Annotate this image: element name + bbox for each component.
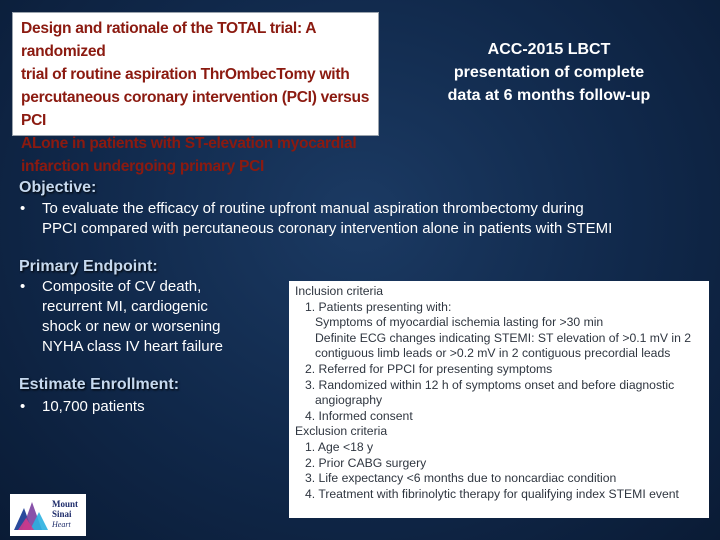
exclusion-item: 4. Treatment with fibrinolytic therapy for qualifying index STEMI event [305,486,679,501]
objective-heading: Objective: [19,179,97,196]
logo-word: Mount [52,499,79,509]
enrollment-bullet [20,397,280,419]
objective-line: PPCI compared with percutaneous coronary intervention alone in patients with STEMI [42,220,613,237]
presentation-note [420,38,678,107]
inclusion-item: 4. Informed consent [305,408,413,423]
mount-sinai-logo [10,494,86,536]
presentation-line: presentation of complete [453,64,645,81]
exclusion-item: 3. Life expectancy <6 months due to noncardiac condition [305,471,617,486]
bullet-dot: • [20,398,26,415]
trial-title-line: percutaneous coronary intervention (PCI) versus PCI [21,89,370,129]
bullet-dot: • [20,200,26,217]
inclusion-item: Definite ECG changes indicating STEMI: ST elevation of >0.1 mV in 2 [315,330,692,345]
presentation-line: ACC-2015 LBCT [487,41,611,58]
inclusion-item: contiguous limb leads or >0.2 mV in 2 contiguous precordial leads [315,346,671,361]
bullet-dot: • [20,278,26,295]
inclusion-item: 2. Referred for PPCI for presenting symptoms [305,361,553,376]
enrollment-heading: Estimate Enrollment: [19,376,180,393]
endpoint-line: NYHA class IV heart failure [42,338,223,355]
exclusion-criteria-title: Exclusion criteria [295,424,388,439]
objective-bullet [20,199,710,241]
mountain-logo-icon [12,498,50,532]
endpoint-heading: Primary Endpoint: [19,258,158,275]
criteria-panel [289,281,709,518]
logo-word: Sinai [52,509,72,519]
endpoint-line: shock or new or worsening [42,318,221,335]
inclusion-item: Symptoms of myocardial ischemia lasting for >30 min [315,315,604,330]
enrollment-value: 10,700 patients [42,398,145,415]
exclusion-item: 2. Prior CABG surgery [305,455,427,470]
endpoint-line: Composite of CV death, [42,278,202,295]
exclusion-item: 1. Age <18 y [305,439,374,454]
trial-title-line: Design and rationale of the TOTAL trial: A randomized [21,20,316,60]
endpoint-line: recurrent MI, cardiogenic [42,298,208,315]
inclusion-item: 3. Randomized within 12 h of symptoms onset and before diagnostic [305,377,675,392]
presentation-line: data at 6 months follow-up [447,87,651,104]
inclusion-criteria-title: Inclusion criteria [295,284,384,298]
inclusion-item: 1. Patients presenting with: [305,299,452,314]
objective-line: To evaluate the efficacy of routine upfront manual aspiration thrombectomy during [42,200,584,217]
trial-title-line: trial of routine aspiration ThrOmbecTomy with [21,66,350,83]
trial-title-line: infarction undergoing primary PCI [21,158,265,175]
endpoint-bullet [20,277,280,359]
trial-title-box [12,12,379,175]
inclusion-item: angiography [315,393,383,408]
logo-word: Heart [52,520,71,529]
trial-title-line: ALone in patients with ST-elevation myocardial [21,135,357,152]
